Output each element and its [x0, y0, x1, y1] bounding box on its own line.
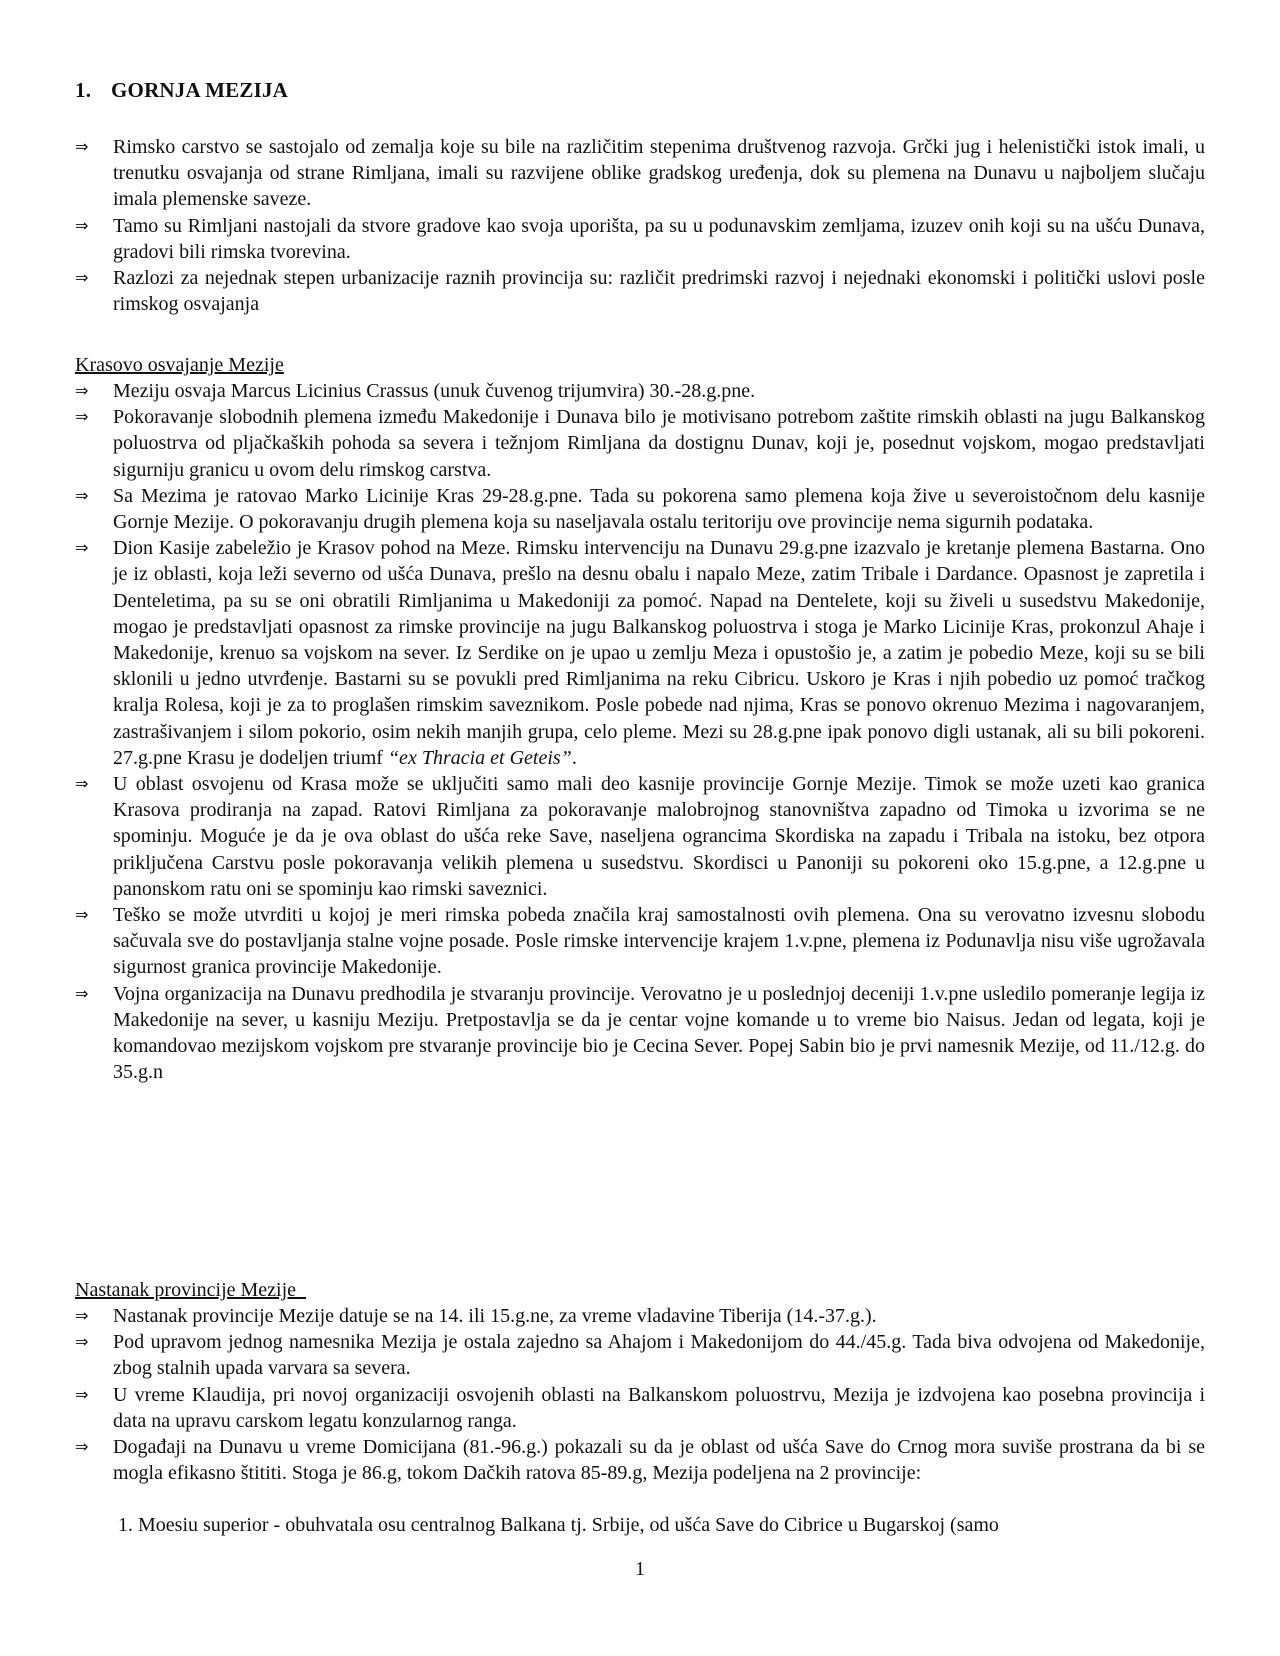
- arrow-icon: ⇒: [75, 407, 89, 427]
- arrow-icon: ⇒: [75, 983, 89, 1003]
- arrow-icon: ⇒: [75, 215, 89, 235]
- arrow-icon: ⇒: [75, 1437, 89, 1457]
- triumph-phrase: “ex Thracia et Geteis”: [387, 746, 572, 769]
- list-item: ⇒ Razlozi za nejednak stepen urbanizacije raznih provincija su: različit predrimski razvoj i nejednaki ekonomski i politički uslovi posle rimskog osvajanja: [75, 267, 1205, 316]
- list-item: ⇒ Pod upravom jednog namesnika Mezija je ostala zajedno sa Ahajom i Makedonijom do 44./45.g. Tada biva odvojena od Makedonije, zbog stalnih upada varvara sa severa.: [75, 1331, 1205, 1380]
- arrow-icon: ⇒: [75, 1384, 89, 1404]
- list-item: ⇒ Vojna organizacija na Dunavu predhodila je stvaranju provincije. Verovatno je u poslednjoj deceniji 1.v.pne usledilo pomeranje legija iz Makedonije na sever, u kasniju Meziju. Pretpostavlja se da je centar vojne komande u to vreme bio Naisus. Jedan od legata, koji je komandovao mezijskom vojskom pre stvaranje provincije bio je Cecina Sever. Popej Sabin bio je prvi namesnik Mezije, od 11./12.g. do 35.g.n: [75, 982, 1205, 1084]
- list-item: ⇒ Sa Mezima je ratovao Marko Licinije Kras 29-28.g.pne. Tada su pokorena samo plemena koja žive u severoistočnom delu kasnije Gornje Mezije. O pokoravanju drugih plemena koja su naseljavala ostalu teritoriju ove provincije nema sigurnih podataka.: [75, 484, 1205, 534]
- list-item: ⇒ Dion Kasije zabeležio je Krasov pohod na Meze. Rimsku intervenciju na Dunavu 29.g.pne izazvalo je kretanje plemena Bastarna. Ono je iz oblasti, koja leži severno od ušća Dunava, prešlo na desnu obalu i napalo Meze, zatim Tribale i Dardance. Opasnost je zapretila i Denteletima, pa su se oni obratili Rimljanima u Makedoniji za pomoć. Napad na Dentelete, koji su živeli u susedstvu Makedonije, mogao je predstavljati opasnost za rimske provincije na jugu Balkanskog poluostrva i stoga je Marko Licinije Kras, prokonzul Ahaje i Makedonije, krenuo sa vojskom na sever. Iz Serdike on je upao u zemlju Meza i opustošio je, a zatim je pobedio Meze, koji su se bili sklonili u jedno utvrđenje. Bastarni su se povukli pred Rimljanima na reku Cibricu. Uskoro je Kras i njih pobedio uz pomoć tračkog kralja Rolesa, koji je za to proglašen rimskim saveznikom. Posle pobede nad njima, Kras se ponovo okrenuo Mezima i nagovaranjem, zastrašivanjem i silom pokorio, osim nekih manjih grupa, celo pleme. Mezi su 28.g.pne ipak ponovo digli ustanak, ali su bili pokoreni. 27.g.pne Krasu je dodeljen triumf “ex Thracia et Geteis”.: [75, 537, 1205, 769]
- arrow-icon: ⇒: [75, 1306, 89, 1325]
- list-item: ⇒ Nastanak provincije Mezije datuje se na 14. ili 15.g.ne, za vreme vladavine Tiberija (14.-37.g.).: [75, 1305, 877, 1327]
- heading-title: GORNJA MEZIJA: [111, 78, 289, 102]
- arrow-icon: ⇒: [75, 485, 89, 505]
- heading-number: 1.: [75, 78, 92, 102]
- arrow-icon: ⇒: [75, 137, 89, 156]
- list-item: ⇒ Pokoravanje slobodnih plemena između Makedonije i Dunava bilo je motivisano potrebom zaštite rimskih oblasti na jugu Balkanskog poluostrva od pljačkaških pohoda sa severa i težnjom Rimljana da dostignu Dunav, koji je, posednut vojskom, mogao predstavljati sigurniju granicu u ovom delu rimskog carstva.: [75, 406, 1205, 481]
- list-item: ⇒ Tamo su Rimljani nastojali da stvore gradove kao svoja uporišta, pa su u podunavskim zemljama, izuzev onih koji su na ušću Dunava, gradovi bili rimska tvorevina.: [75, 214, 1205, 263]
- arrow-icon: ⇒: [75, 381, 89, 400]
- arrow-icon: ⇒: [75, 538, 89, 558]
- list-item: ⇒ Događaji na Dunavu u vreme Domicijana (81.-96.g.) pokazali su da je oblast od ušća Save do Crnog mora suviše prostrana da bi se mogla efikasno štititi. Stoga je 86.g, tokom Dačkih ratova 85-89.g, Mezija podeljena na 2 provincije:: [75, 1436, 1205, 1485]
- subsection-title-nastanak: Nastanak provincije Mezije: [75, 1279, 307, 1301]
- arrow-icon: ⇒: [75, 774, 89, 794]
- krasovo-list: [75, 378, 1205, 1085]
- arrow-icon: ⇒: [75, 1332, 89, 1352]
- list-item: ⇒ Rimsko carstvo se sastojalo od zemalja koje su bile na različitim stepenima društvenog razvoja. Grčki jug i helenistički istok imali, u trenutku osvajanja od strane Rimljana, imali su razvijene oblike gradskog uređenja, dok su plemena na Dunavu u najboljem slučaju imala plemenske saveze.: [75, 136, 1205, 211]
- list-item: ⇒ U oblast osvojenu od Krasa može se uključiti samo mali deo kasnije provincije Gornje Mezije. Timok se može uzeti kao granica Krasova prodiranja na zapad. Ratovi Rimljana za pokoravanje malobrojnog stanovništva zapadno od Timoka u izvorima se ne spominju. Moguće je da je ova oblast do ušća reke Save, naseljena ograncima Skordiska na zapadu i Tribala na istoku, bez otpora priključena Carstvu posle pokoravanja velikih plemena u susedstvu. Skordisci u Panoniji su pokoreni oko 15.g.pne, a 12.g.pne u panonskom ratu oni se spominju kao rimski saveznici.: [75, 773, 1205, 900]
- arrow-icon: ⇒: [75, 905, 89, 925]
- list-item: ⇒ Meziju osvaja Marcus Licinius Crassus (unuk čuvenog trijumvira) 30.-28.g.pne.: [75, 380, 756, 402]
- page-number: 1: [635, 1558, 645, 1580]
- list-item: ⇒ Teško se može utvrditi u kojoj je meri rimska pobeda značila kraj samostalnosti ovih plemena. Ona su verovatno izvesnu slobodu sačuvala sve do postavljanja stalne vojne posade. Posle rimske intervencije krajem 1.v.pne, plemena iz Podunavlja nisu više ugrožavala sigurnost granica provincije Makedonije.: [75, 904, 1205, 979]
- intro-list: [75, 134, 1205, 317]
- numbered-subitem: 1. Moesiu superior - obuhvatala osu centralnog Balkana tj. Srbije, od ušća Save do Cibrice u Bugarskoj (samo: [118, 1514, 999, 1536]
- nastanak-list: [75, 1303, 1205, 1486]
- list-item: ⇒ U vreme Klaudija, pri novoj organizaciji osvojenih oblasti na Balkanskom poluostrvu, Mezija je izdvojena kao posebna provincija i data na upravu carskom legatu konzularnog ranga.: [75, 1383, 1205, 1432]
- section-heading: [75, 78, 288, 103]
- subsection-title-krasovo: Krasovo osvajanje Mezije: [75, 354, 284, 376]
- arrow-icon: ⇒: [75, 268, 89, 288]
